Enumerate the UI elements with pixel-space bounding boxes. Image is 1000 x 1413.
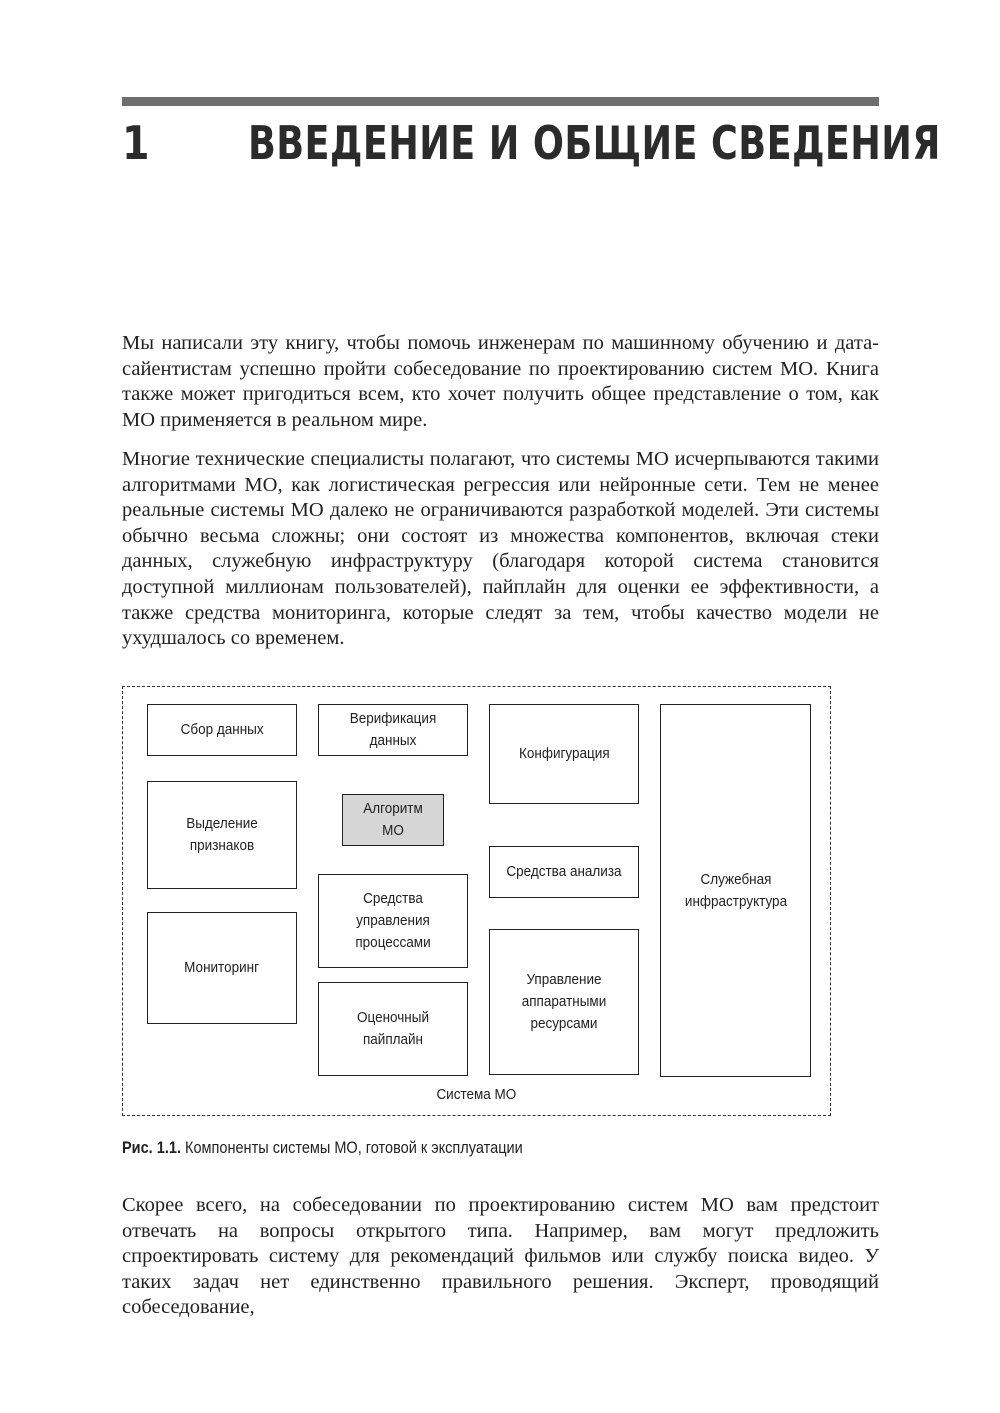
chapter-number: 1	[122, 116, 150, 170]
box-hardware-management: Управление аппаратными ресурсами	[489, 929, 639, 1075]
paragraph-interview: Скорее всего, на собеседовании по проектированию систем МО вам предстоит отвечать на вопросы открытого типа. Например, вам могут предложить спроектировать систему для рекомендаций фильмов или службу поиска видео. У таких задач нет единственно правильного решения. Эксперт, проводящий собеседование,	[122, 1194, 879, 1319]
chapter-title: ВВЕДЕНИЕ И ОБЩИЕ СВЕДЕНИЯ	[248, 116, 941, 170]
box-evaluation-pipeline: Оценочный пайплайн	[318, 982, 468, 1076]
chapter-top-rule	[122, 97, 879, 106]
system-label: Система МО	[436, 1086, 517, 1103]
paragraph-components: Многие технические специалисты полагают, что системы МО исчерпываются такими алгоритмами МО, как логистическая регрессия или нейронные сети. Тем не менее реальные системы МО далеко не ограничиваются разработкой моделей. Эти системы обычно весьма сложны; они состоят из множества компонентов, включая стеки данных, служебную инфраструктуру (благодаря которой система становится доступной миллионам пользователей), пайплайн для оценки ее эффективности, а также средства мониторинга, которые следят за тем, чтобы качество модели не ухудшалось со временем.	[122, 448, 879, 650]
box-data-verification: Верификация данных	[318, 704, 468, 756]
box-serving-infrastructure: Служебная инфраструктура	[660, 704, 811, 1077]
figure-caption-text: Компоненты системы МО, готовой к эксплуатации	[180, 1139, 523, 1157]
figure-caption-label: Рис. 1.1.	[122, 1139, 181, 1157]
paragraph-intro: Мы написали эту книгу, чтобы помочь инженерам по машинному обучению и дата-сайентистам успешно пройти собеседование по проектированию систем МО. Книга также может пригодиться всем, кто хочет получить общее представление о том, как МО применяется в реальном мире.	[122, 332, 879, 431]
figure-caption	[122, 1139, 523, 1158]
box-feature-extraction: Выделение признаков	[147, 781, 297, 889]
box-monitoring: Мониторинг	[147, 912, 297, 1024]
box-process-management: Средства управления процессами	[318, 874, 468, 968]
box-configuration: Конфигурация	[489, 704, 639, 804]
box-analysis-tools: Средства анализа	[489, 846, 639, 898]
box-data-collection: Сбор данных	[147, 704, 297, 756]
box-ml-algorithm: Алгоритм МО	[342, 794, 444, 846]
